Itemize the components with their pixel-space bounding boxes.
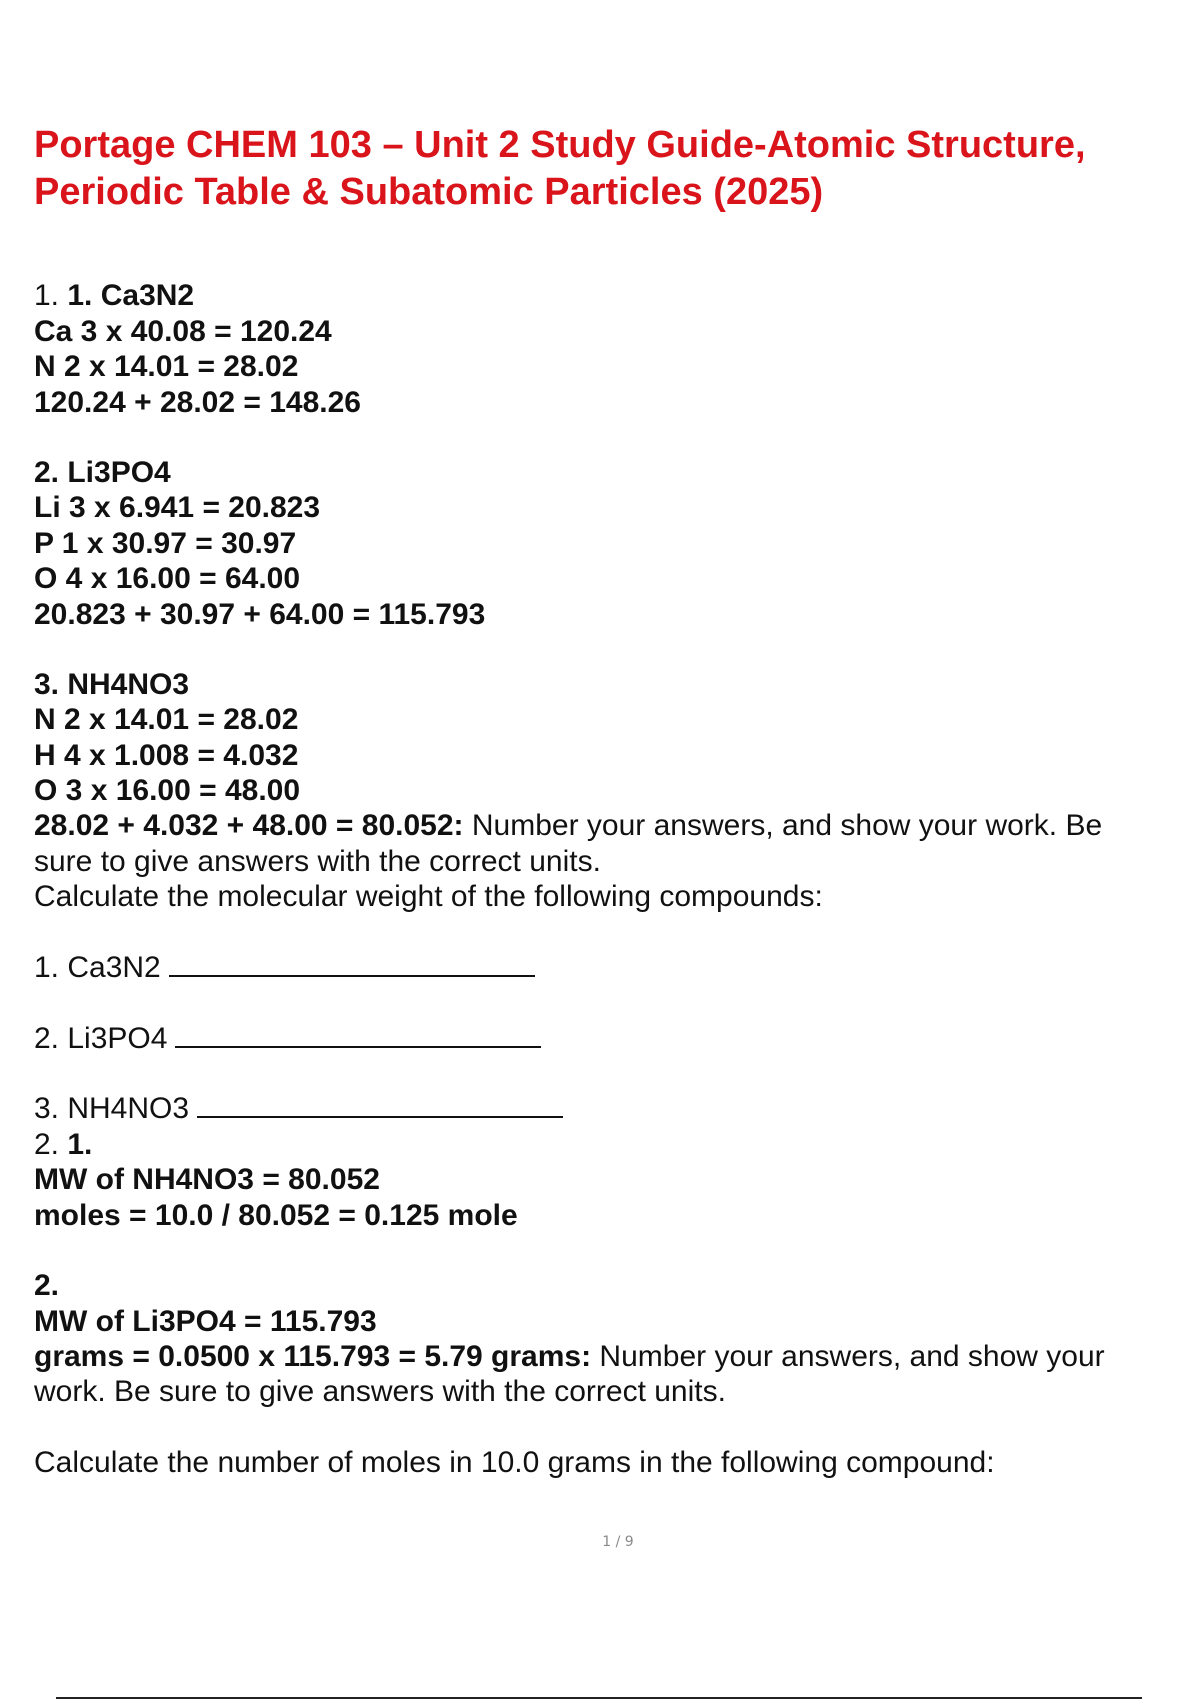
s1-q1-line: N 2 x 14.01 = 28.02 [34, 350, 299, 383]
title-line-1: Portage CHEM 103 – Unit 2 Study Guide-Atomic Structure, [34, 124, 1086, 166]
answer-blank[interactable] [169, 955, 535, 977]
s1-q3-line: H 4 x 1.008 = 4.032 [34, 739, 299, 772]
s2-q1-line: MW of NH4NO3 = 80.052 [34, 1163, 380, 1196]
s1-prompt: Calculate the molecular weight of the following compounds: [34, 880, 823, 913]
s2-q2-heading: 2. [34, 1269, 60, 1302]
answer-blank[interactable] [175, 1026, 541, 1048]
s2-heading: 2. 1. [34, 1128, 93, 1161]
s2-prompt: Calculate the number of moles in 10.0 grams in the following compound: [34, 1446, 995, 1479]
s1-blank-item: 2. Li3PO4 [34, 1021, 541, 1057]
page-number: 1 / 9 [602, 1534, 634, 1550]
footer-rule [56, 1697, 1142, 1699]
s1-q2-line: 20.823 + 30.97 + 64.00 = 115.793 [34, 598, 486, 631]
s1-q1-line: 120.24 + 28.02 = 148.26 [34, 386, 361, 419]
s1-blank-item: 1. Ca3N2 [34, 950, 535, 986]
answer-blank[interactable] [197, 1096, 563, 1118]
s1-q1-line: Ca 3 x 40.08 = 120.24 [34, 315, 332, 348]
document-title [34, 122, 1174, 216]
s1-q2-line: O 4 x 16.00 = 64.00 [34, 562, 301, 595]
s1-blank-item: 3. NH4NO3 [34, 1091, 563, 1127]
s1-q3-line: O 3 x 16.00 = 48.00 [34, 774, 301, 807]
s1-q1-heading: 1. 1. Ca3N2 [34, 279, 195, 312]
s2-instruction: work. Be sure to give answers with the correct units. [34, 1375, 726, 1408]
s1-q2-line: Li 3 x 6.941 = 20.823 [34, 491, 321, 524]
s2-q2-line: MW of Li3PO4 = 115.793 [34, 1305, 377, 1338]
s1-q3-line: N 2 x 14.01 = 28.02 [34, 703, 299, 736]
s1-q2-line: P 1 x 30.97 = 30.97 [34, 527, 297, 560]
s1-q3-total-line: 28.02 + 4.032 + 48.00 = 80.052: Number your answers, and show your work. Be [34, 809, 1103, 842]
s2-q2-total-line: grams = 0.0500 x 115.793 = 5.79 grams: Number your answers, and show your [34, 1340, 1105, 1373]
title-line-2: Periodic Table & Subatomic Particles (2025) [34, 171, 824, 213]
s1-instruction: sure to give answers with the correct units. [34, 845, 601, 878]
s1-q3-heading: 3. NH4NO3 [34, 668, 190, 701]
s2-q1-line: moles = 10.0 / 80.052 = 0.125 mole [34, 1199, 518, 1232]
s1-q2-heading: 2. Li3PO4 [34, 456, 171, 489]
